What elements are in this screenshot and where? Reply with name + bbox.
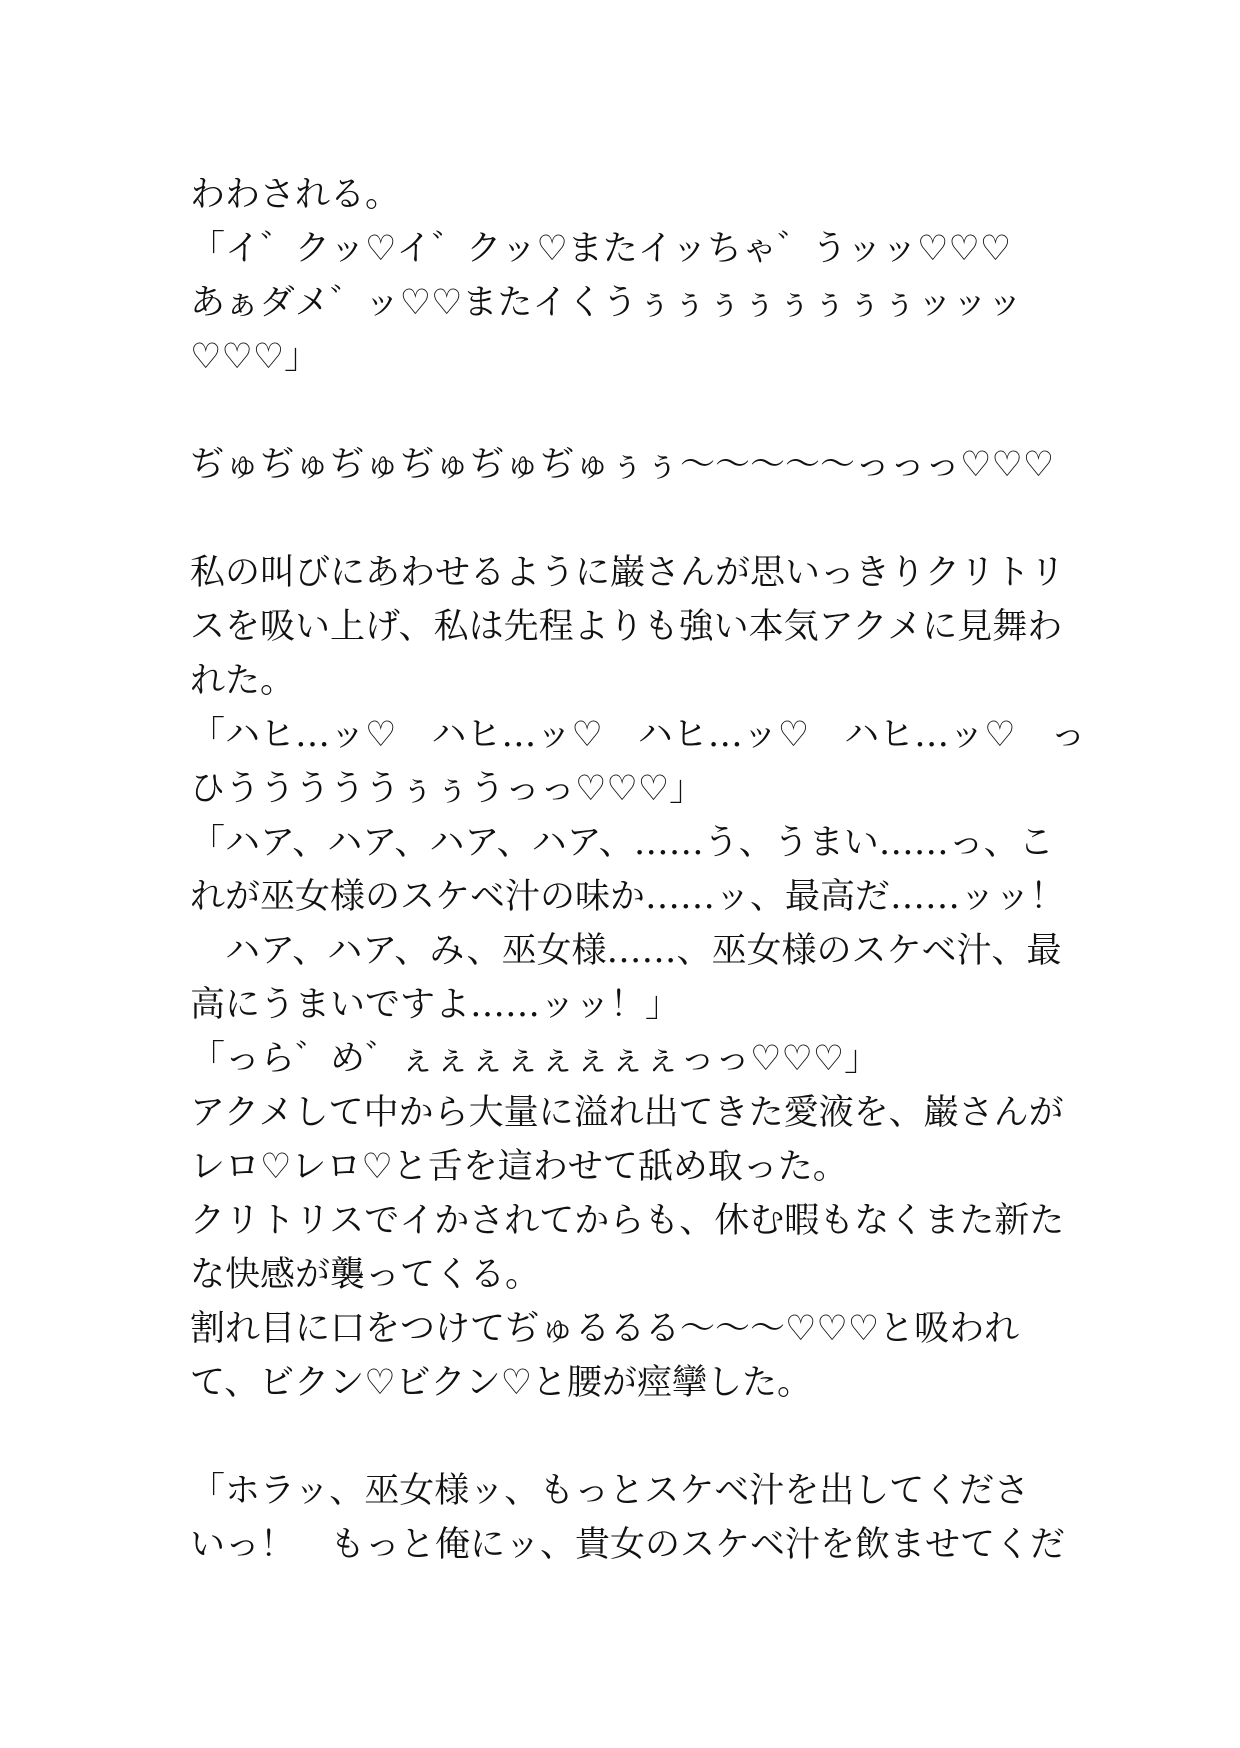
- text-line: 「ホラッ、巫女様ッ、もっとスケベ汁を出してくださ: [190, 1471, 1030, 1511]
- blank-line: [190, 384, 1070, 438]
- document-body: [190, 168, 1086, 1572]
- text-line: て、ビクン♡ビクン♡と腰が痙攣した。: [190, 1363, 813, 1403]
- text-line: レロ♡レロ♡と舌を這わせて舐め取った。: [190, 1147, 848, 1187]
- text-line: わわされる。: [190, 175, 401, 215]
- text-line: ぢゅぢゅぢゅぢゅぢゅぢゅぅぅ〜〜〜〜〜っっっ♡♡♡: [190, 445, 1055, 485]
- text-line: アクメして中から大量に溢れ出てきた愛液を、巌さんが: [190, 1093, 1064, 1133]
- text-line: 高にうまいですよ……ッッ！」: [190, 985, 681, 1025]
- text-line: れた。: [190, 661, 296, 701]
- text-line: あぁダメ゛ッ♡♡またイくうぅぅぅぅぅぅぅぅッッッ: [190, 283, 1023, 323]
- text-line: な快感が襲ってくる。: [190, 1255, 541, 1295]
- text-line: いっ！ もっと俺にッ、貴女のスケベ汁を飲ませてくだ: [190, 1525, 1066, 1565]
- text-line: ♡♡♡」: [190, 337, 320, 377]
- text-line: スを吸い上げ、私は先程よりも強い本気アクメに見舞わ: [190, 607, 1063, 647]
- blank-line: [190, 1410, 1070, 1464]
- text-line: クリトリスでイかされてからも、休む暇もなくまた新た: [190, 1201, 1065, 1241]
- text-line: 割れ目に口をつけてぢゅるるる〜〜〜♡♡♡と吸われ: [190, 1309, 1020, 1349]
- text-line: 「イ゛クッ♡イ゛クッ♡またイッちゃ゛うッッ♡♡♡: [190, 229, 1012, 269]
- text-line: ひうううううぅぅうっっ♡♡♡」: [190, 769, 705, 809]
- blank-line: [190, 492, 1070, 546]
- text-line: れが巫女様のスケベ汁の味か……ッ、最高だ……ッッ！: [190, 877, 1066, 917]
- text-line: ハア、ハア、み、巫女様……、巫女様のスケベ汁、最: [190, 931, 1062, 971]
- text-line: 私の叫びにあわせるように巌さんが思いっきりクリトリ: [190, 553, 1066, 593]
- text-line: 「っら゛め゛ぇぇぇぇぇぇぇぇっっ♡♡♡」: [190, 1039, 880, 1079]
- text-line: 「ハヒ…ッ♡ ハヒ…ッ♡ ハヒ…ッ♡ ハヒ…ッ♡ っ: [190, 715, 1086, 755]
- text-line: 「ハア、ハア、ハア、ハア、……う、うまい……っ、こ: [190, 823, 1054, 863]
